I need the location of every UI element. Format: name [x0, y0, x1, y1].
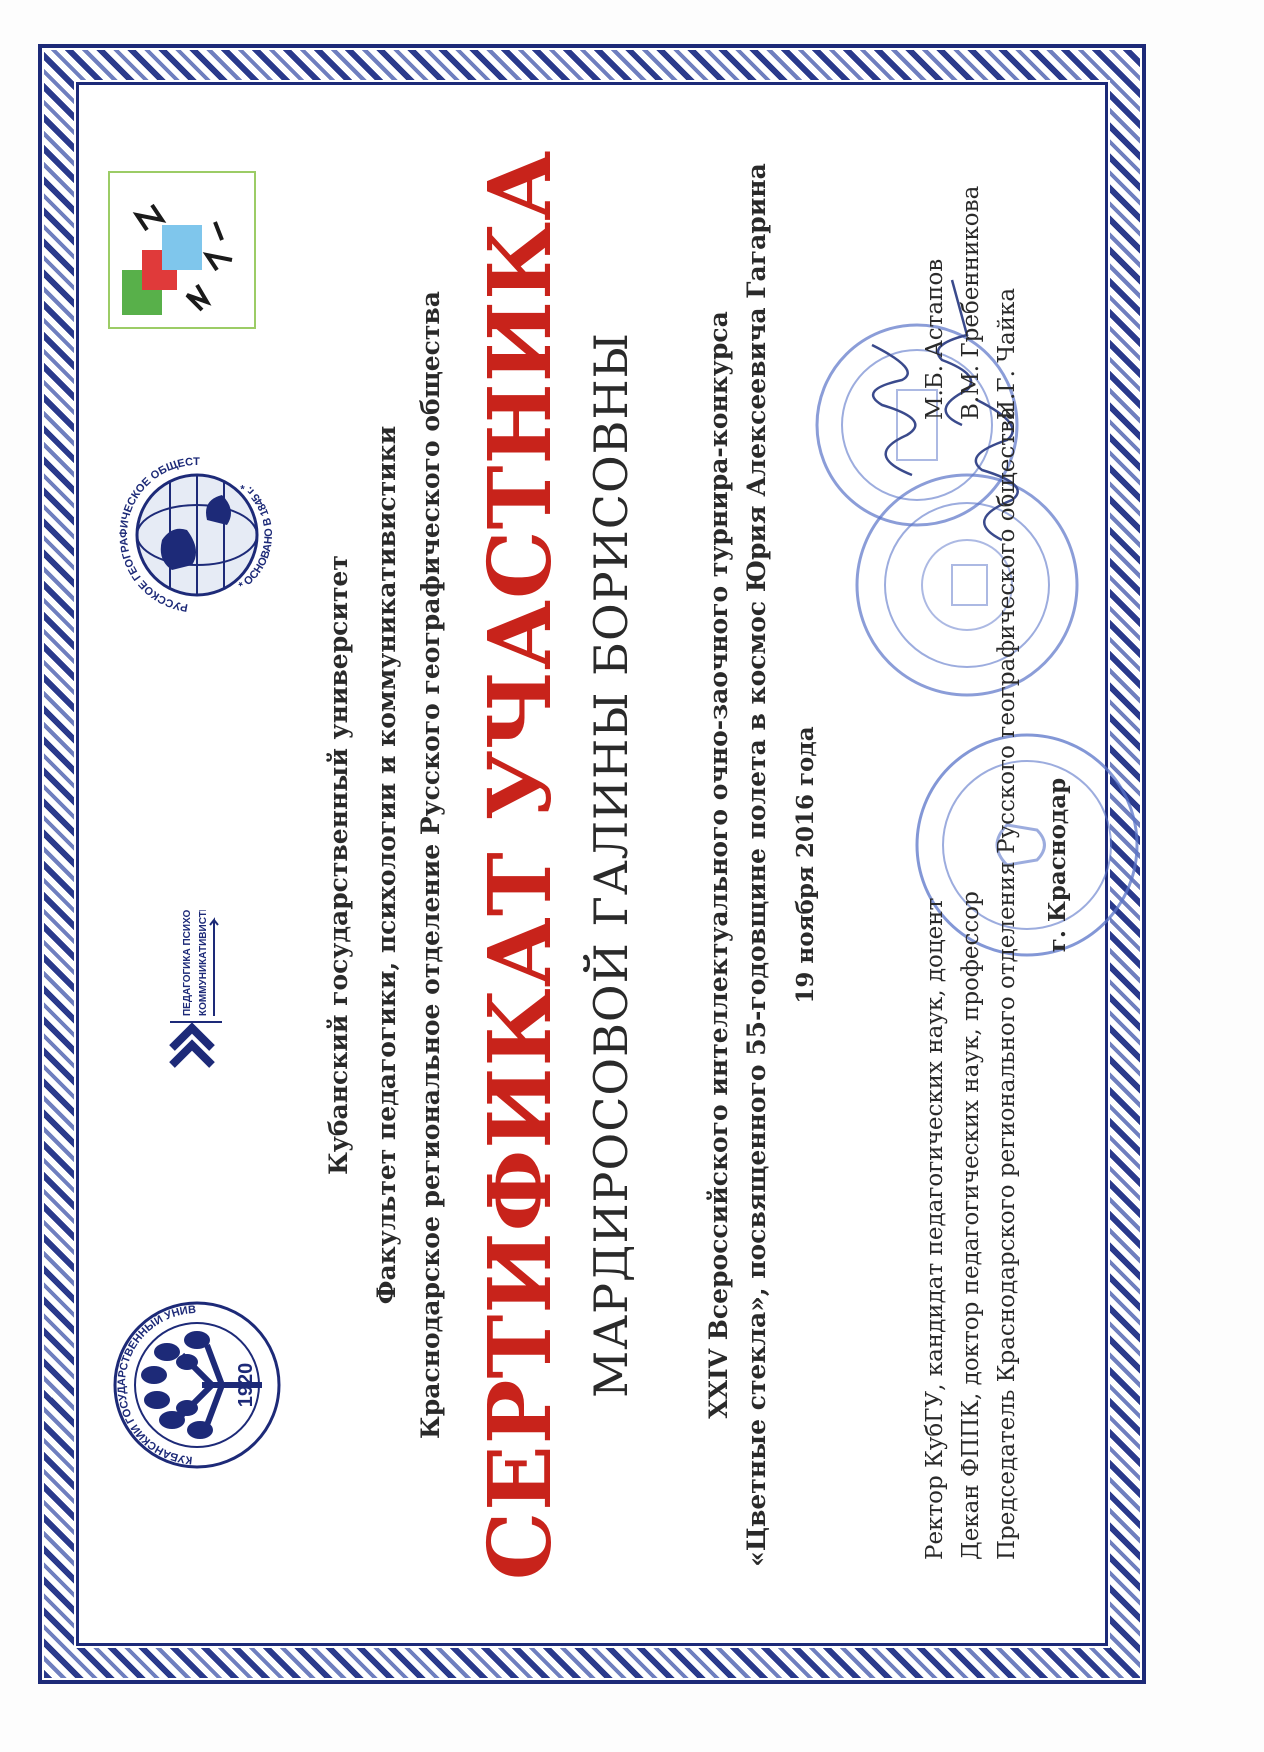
regional-department-name: Краснодарское региональное отделение Русского географического общества [416, 291, 445, 1439]
faculty-chevron-logo-icon [162, 910, 242, 1070]
faculty-logo-line2: КОММУНИКАТИВИСТИКА [198, 910, 209, 1016]
faculty-name: Факультет педагогики, психологии и коммуникативистики [372, 425, 401, 1305]
signatory-title: Декан ФППК, доктор педагогических наук, профессор [958, 891, 984, 1560]
globe-emblem-icon [112, 450, 282, 620]
event-description-line2: «Цветные стекла», посвященного 55-годовщине полета в космос Юрия Алексеевича Гагарина [742, 163, 771, 1567]
signatory-name: М.Б. Астапов [922, 258, 948, 420]
faculty-logo-line1: ПЕДАГОГИКА ПСИХОЛОГИЯ [182, 910, 193, 1016]
signatory-row [922, 160, 956, 1560]
signatory-title: Председатель Краснодарского регионального отделения Русского географического общества [994, 406, 1020, 1560]
rgo-founded-text: * ОСНОВАНО В 1845 г. * [236, 479, 276, 593]
issue-city: г. Краснодар [1044, 777, 1071, 953]
university-founding-year: 1920 [235, 1362, 257, 1408]
university-ring-text: КУБАНСКИЙ ГОСУДАРСТВЕННЫЙ УНИВ [115, 1303, 197, 1466]
certificate-content [92, 100, 1092, 1630]
signatory-row [958, 160, 992, 1560]
event-date: 19 ноября 2016 года [792, 726, 819, 1004]
signatory-name: В.М. Гребенникова [958, 185, 984, 420]
signatory-title: Ректор КубГУ, кандидат педагогических наук, доцент [922, 897, 948, 1560]
event-description-line1: XXIV Всероссийского интеллектуального очно-заочного турнира-конкурса [704, 311, 733, 1419]
certificate-title: СЕРТИФИКАТ УЧАСТНИКА [470, 149, 571, 1581]
rgo-ring-text: РУССКОЕ ГЕОГРАФИЧЕСКОЕ ОБЩЕСТ [117, 455, 200, 614]
university-name: Кубанский государственный университет [324, 555, 353, 1175]
regional-department-logo-icon [107, 170, 257, 330]
recipient-name: МАРДИРОСОВОЙ ГАЛИНЫ БОРИСОВНЫ [584, 332, 638, 1398]
signatory-row [994, 160, 1028, 1560]
university-tree-emblem-icon [112, 1300, 282, 1470]
signatory-name: И.Г. Чайка [994, 287, 1020, 420]
